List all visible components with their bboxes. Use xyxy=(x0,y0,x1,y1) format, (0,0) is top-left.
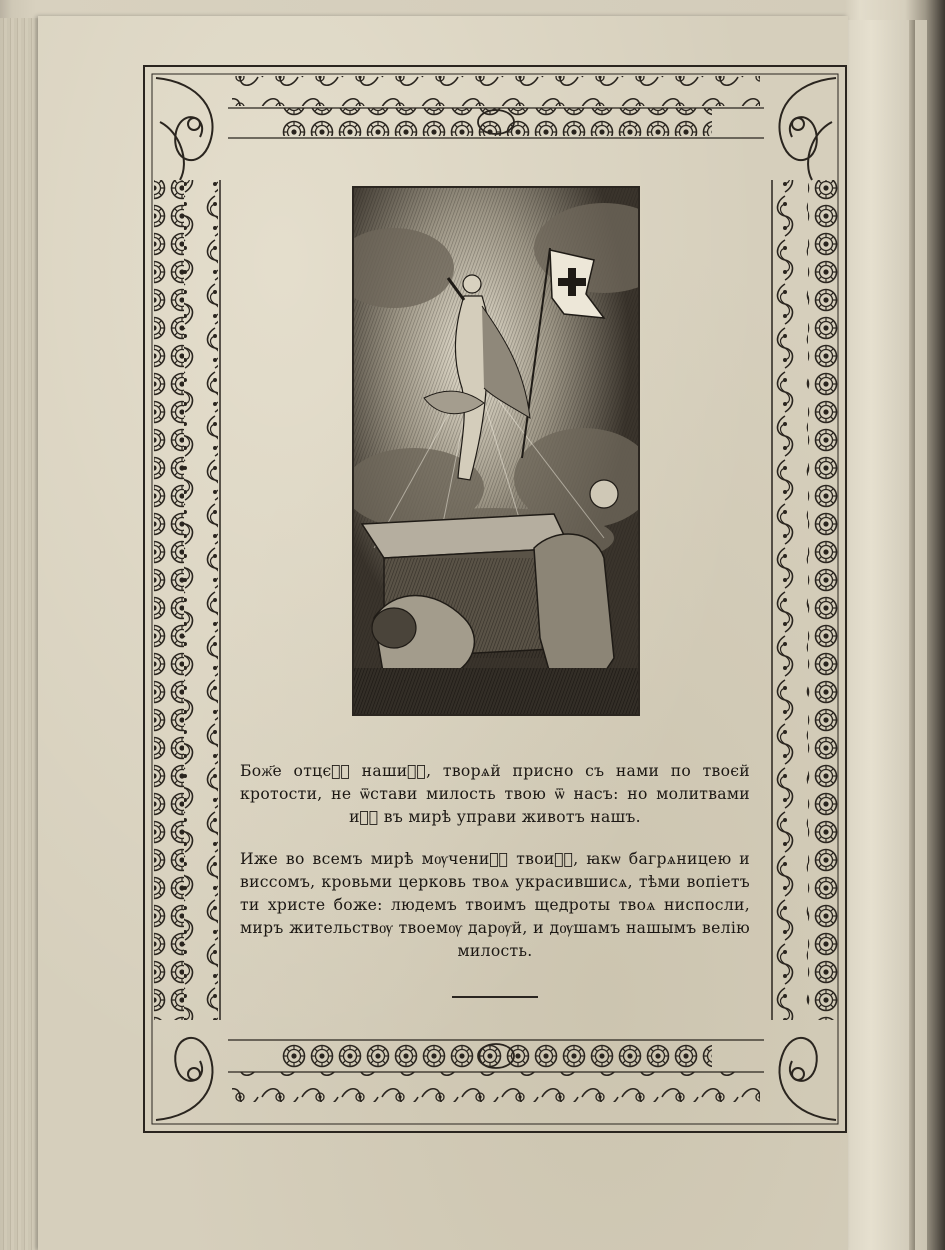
right-page-stack xyxy=(846,20,927,1250)
troparion-text-1: Бож҃е отцєⷨ҇ нашиⷯ҇, творѧй присно съ нами по твоєй кротости, не ѿстави милость твою ѿ насъ: но молитвами иⷯ҇ въ мирѣ управи животъ нашъ. xyxy=(240,762,750,826)
left-page-stack xyxy=(0,18,40,1250)
resurrection-engraving xyxy=(352,186,640,716)
troparion-text-2: Иже во всемъ мирѣ мѹчениⷦ҇ твоиⷯ҇, ꙗкѡ багрѧницею и виссомъ, кровьми церковь твоѧ украсившисѧ, тѣми вопіетъ ти христе боже: людемъ твоимъ щедроты твоѧ ниспосли, миръ жительствѹ твоемѹ дарѹй, и дѹшамъ нашымъ велію милость. xyxy=(240,850,750,960)
closing-rule xyxy=(452,996,538,998)
